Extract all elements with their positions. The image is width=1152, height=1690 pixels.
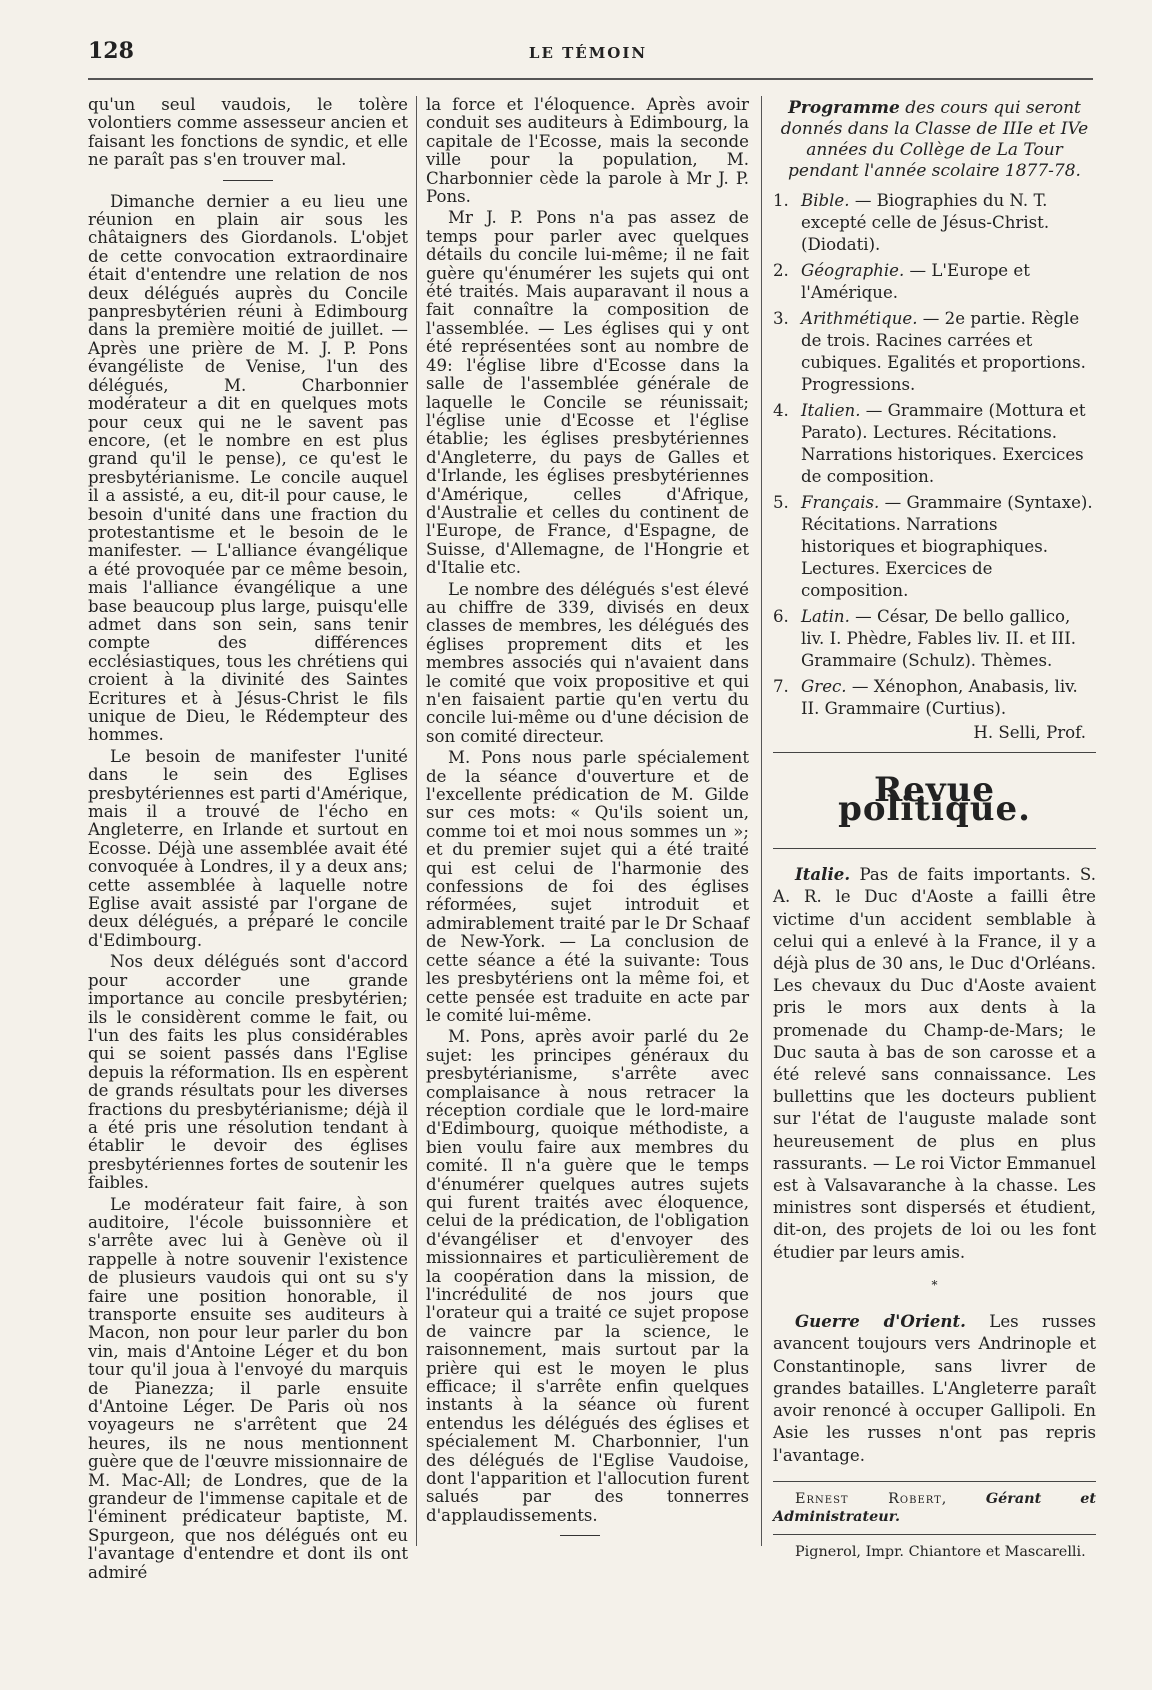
news-italie-text: Pas de faits importants. S. A. R. le Duc d'Aoste a failli être victime d'un accident semblable à celui qui a enlevé à la France, il y a déjà plus de 30 ans, le Duc d'Orléans. Les chevaux du Duc d'Aoste avaient pris le mors aux dents à la promenade du Champ-de-Mars; le Duc sauta à bas de son carosse et a été relevé sans connaissance. Les bullettins que les docteurs publient sur l'état de l'auguste malade sont heureusement de plus en plus rassurants. — Le roi Victor Emmanuel est à Valsavaranche à la chasse. Les ministres sont dispersés et étudient, dit-on, des projets de loi ou les font étudier par leurs amis. (773, 865, 1096, 1262)
course-text: — Xénophon, Anabasis, liv. II. Grammaire (Curtius). (801, 677, 1078, 718)
course-number: 7. (773, 677, 789, 696)
revue-politique-title: Revue politique. (838, 770, 1031, 829)
page-number: 128 (88, 38, 134, 64)
course-number: 3. (773, 309, 789, 328)
header-rule (88, 78, 1093, 80)
course-text: — Biographies du N. T. excepté celle de Jésus-Christ. (Diodati). (801, 191, 1050, 254)
paragraph: Le nombre des délégués s'est élevé au chiffre de 339, divisés en deux classes de membres, les délégués des églises proprement dits et les membres associés qui n'avaient dans le comité que voix propositive et qui n'en faisaient partie qu'en vertu du concile lui-même ou d'une décision de son comité directeur. (426, 579, 749, 746)
paragraph: Le besoin de manifester l'unité dans le sein des Eglises presbytériennes est parti d'Amérique, mais il a trouvé de l'écho en Angleterre, en Irlande et surtout en Ecosse. Déjà une assemblée avait été convoquée à Londres, il y a deux ans; cette assemblée à laquelle notre Eglise avait assisté par l'organe de deux délégués, a préparé le concile d'Edimbourg. (88, 746, 408, 950)
course-item (773, 400, 1096, 488)
column-divider-2 (761, 96, 762, 1546)
news-italie-lead: Italie. (795, 864, 851, 885)
course-text: — Grammaire (Syntaxe). Récitations. Narrations historiques et biographiques. Lectures. Exercices de composition. (801, 493, 1093, 600)
course-item (773, 260, 1096, 304)
signature: H. Selli, Prof. (973, 723, 1086, 742)
course-item (773, 308, 1096, 396)
course-number: 2. (773, 261, 789, 280)
course-subject: Latin. (801, 607, 850, 626)
course-item (773, 190, 1096, 256)
news-orient-text: Les russes avancent toujours vers Andrinople et Constantinople, sans livrer de grandes batailles. L'Angleterre paraît avoir renoncé à occuper Gallipoli. En Asie les russes n'ont pas repris l'avantage. (773, 1312, 1096, 1465)
course-item (773, 606, 1096, 672)
paragraph: Le modérateur fait faire, à son auditoire, l'école buissonnière et s'arrête avec lui à Genève où il rappelle à notre souvenir l'existence de plusieurs vaudois qui ont su s'y faire une position honorable, il transporte ensuite ses auditeurs à Macon, non pour leur parler du bon vin, mais d'Antoine Léger et du bon tour qu'il joua à l'envoyé du marquis de Pianezza; il parle ensuite d'Antoine Léger. De Paris où nos voyageurs ne s'arrêtent que 24 heures, ils ne nous mentionnent guère que de l'œuvre missionnaire de M. Mac-All; de Londres, que de la grandeur de l'immense capitale et de l'éminent prédicateur baptiste, M. Spurgeon, que nos délégués ont eu l'avantage d'entendre et dont ils ont admiré (88, 1194, 408, 1582)
paragraph: M. Pons, après avoir parlé du 2e sujet: les principes généraux du presbytérianisme, s'arrête avec complaisance à nous retracer la réception cordiale que le lord-maire d'Edimbourg, quoique méthodiste, a bien voulu faire aux membres du comité. Il n'a guère que le temps d'énumérer quelques autres sujets qui furent traités avec éloquence, celui de la prédication, de l'obligation d'évangéliser et d'envoyer des missionnaires et particulièrement de la coopération dans la mission, de l'incrédulité de nos jours que l'orateur qui a traité ce sujet propose de vaincre par la science, le raisonnement, mais surtout par la prière qui est le moyen le plus efficace; il s'arrête enfin quelques instants à la séance où furent entendus les délégués des églises et spécialement M. Charbonnier, l'un des délégués de l'Eglise Vaudoise, dont l'apparition et l'allocution furent salués par des tonnerres d'applaudissements. (426, 1027, 749, 1525)
column-divider-1 (416, 96, 417, 1546)
news-orient-lead: Guerre d'Orient. (795, 1311, 966, 1332)
star-separator: * (931, 1277, 938, 1292)
course-list (773, 190, 1096, 720)
paragraph: qu'un seul vaudois, le tolère volontiers comme assesseur ancien et faisant les fonctions de syndic, et elle ne paraît pas s'en trouver mal. (88, 95, 408, 170)
news-orient (773, 1310, 1096, 1466)
course-number: 5. (773, 493, 789, 512)
course-text: — Grammaire (Mottura et Parato). Lectures. Récitations. Narrations historiques. Exercices de composition. (801, 401, 1086, 486)
section-separator (223, 180, 273, 181)
course-text: — L'Europe et l'Amérique. (801, 261, 1030, 302)
column-1 (88, 96, 408, 1585)
course-number: 1. (773, 191, 789, 210)
paragraph: Mr J. P. Pons n'a pas assez de temps pour parler avec quelques détails du concile lui-même; il ne fait guère qu'énumérer les sujets qui ont été traités. Mais auparavant il nous a fait connaître la composition de l'assemblée. — Les églises qui y ont été représentées sont au nombre de 49: l'église libre d'Ecosse dans la salle de l'assemblée générale de laquelle le Concile se réunissait; l'église unie d'Ecosse et l'église établie; les églises presbytériennes d'Angleterre, du pays de Galles et d'Irlande, les églises presbytériennes d'Amérique, celles d'Afrique, d'Australie et celles du continent de l'Europe, de France, d'Espagne, de Suisse, d'Allemagne, de l'Hongrie et d'Italie etc. (426, 208, 749, 578)
imprint-rule-2 (773, 1534, 1096, 1535)
page-header (88, 38, 1088, 68)
course-text: — 2e partie. Règle de trois. Racines carrées et cubiques. Egalités et proportions. Progressions. (801, 309, 1086, 394)
running-title: LE TÉMOIN (528, 44, 648, 62)
printer-line: Pignerol, Impr. Chiantore et Mascarelli. (795, 1543, 1086, 1560)
course-item (773, 676, 1096, 720)
column-3 (773, 96, 1096, 1564)
course-subject: Italien. (801, 401, 861, 420)
paragraph: la force et l'éloquence. Après avoir conduit ses auditeurs à Edimbourg, la capitale de l'Ecosse, mais la seconde ville pour la population, M. Charbonnier cède la parole à Mr J. P. Pons. (426, 95, 749, 207)
course-text: — César, De bello gallico, liv. I. Phèdre, Fables liv. II. et III. Grammaire (Schulz). Thèmes. (801, 607, 1077, 670)
gerant-role: Gérant et Administrateur. (773, 1489, 1096, 1525)
programme-description: des cours qui seront donnés dans la Classe de IIIe et IVe années du Collège de La Tour pendant l'année scolaire 1877-78. (780, 98, 1089, 181)
news-italie (773, 863, 1096, 1264)
programme-lead: Programme (788, 98, 900, 118)
course-subject: Bible. (801, 191, 850, 210)
course-subject: Arithmétique. (801, 309, 918, 328)
course-subject: Grec. (801, 677, 847, 696)
gerant-line (773, 1490, 1096, 1526)
paragraph: Nos deux délégués sont d'accord pour accorder une grande importance au concile presbytérien; ils le considèrent comme le fait, ou l'un des faits les plus considérables qui se soient passés dans l'Eglise depuis la réformation. Ils en espèrent de grands résultats pour les diverses fractions du presbytérianisme; déjà il a été pris une résolution tendant à établir le devoir des églises presbytériennes fortes de soutenir les faibles. (88, 952, 409, 1193)
gerant-name: Ernest Robert, (795, 1490, 948, 1507)
column-2 (426, 96, 749, 1528)
course-number: 4. (773, 401, 789, 420)
article-end-separator (560, 1535, 600, 1536)
programme-heading (773, 98, 1096, 182)
course-subject: Français. (801, 493, 880, 512)
course-subject: Géographie. (801, 261, 905, 280)
course-item (773, 492, 1096, 602)
section-rule (773, 752, 1096, 753)
paragraph: M. Pons nous parle spécialement de la séance d'ouverture et de l'excellente prédication de M. Gilde sur ces mots: « Qu'ils soient un, comme toi et moi nous sommes un »; et du premier sujet qui a été traité qui est celui de l'harmonie des confessions de foi des églises réformées, sujet introduit et admirablement traité par le Dr Schaaf de New-York. — La conclusion de cette séance a été la suivante: Tous les presbytériens ont la même foi, et cette pensée est traduite en acte par le comité lui-même. (426, 748, 749, 1025)
imprint-rule (773, 1481, 1096, 1482)
title-rule (773, 848, 1096, 849)
course-number: 6. (773, 607, 789, 626)
paragraph: Dimanche dernier a eu lieu une réunion en plain air sous les châtaigners des Giordanols. L'objet de cette convocation extraordinaire était d'entendre une relation de nos deux délégués auprès du Concile panpresbytérien réuni à Edimbourg dans la première moitié de juillet. — Après une prière de M. J. P. Pons évangéliste de Venise, l'un des délégués, M. Charbonnier modérateur a dit en quelques mots pour ceux qui ne le savent pas encore, (et le nombre en est plus grand qu'il le pense), ce qu'est le presbytérianisme. Le concile auquel il a assisté, a eu, dit-il pour cause, le besoin d'unité dans une fraction du protestantisme et le besoin de le manifester. — L'alliance évangélique a été provoquée par ce même besoin, mais l'alliance évangélique a une base beaucoup plus large, puisqu'elle admet dans son sein, sans tenir compte des différences ecclésiastiques, tous les chrétiens qui croient à la divinité des Saintes Ecritures et à Jésus-Christ le fils unique de Dieu, le Rédempteur des hommes. (88, 191, 408, 745)
